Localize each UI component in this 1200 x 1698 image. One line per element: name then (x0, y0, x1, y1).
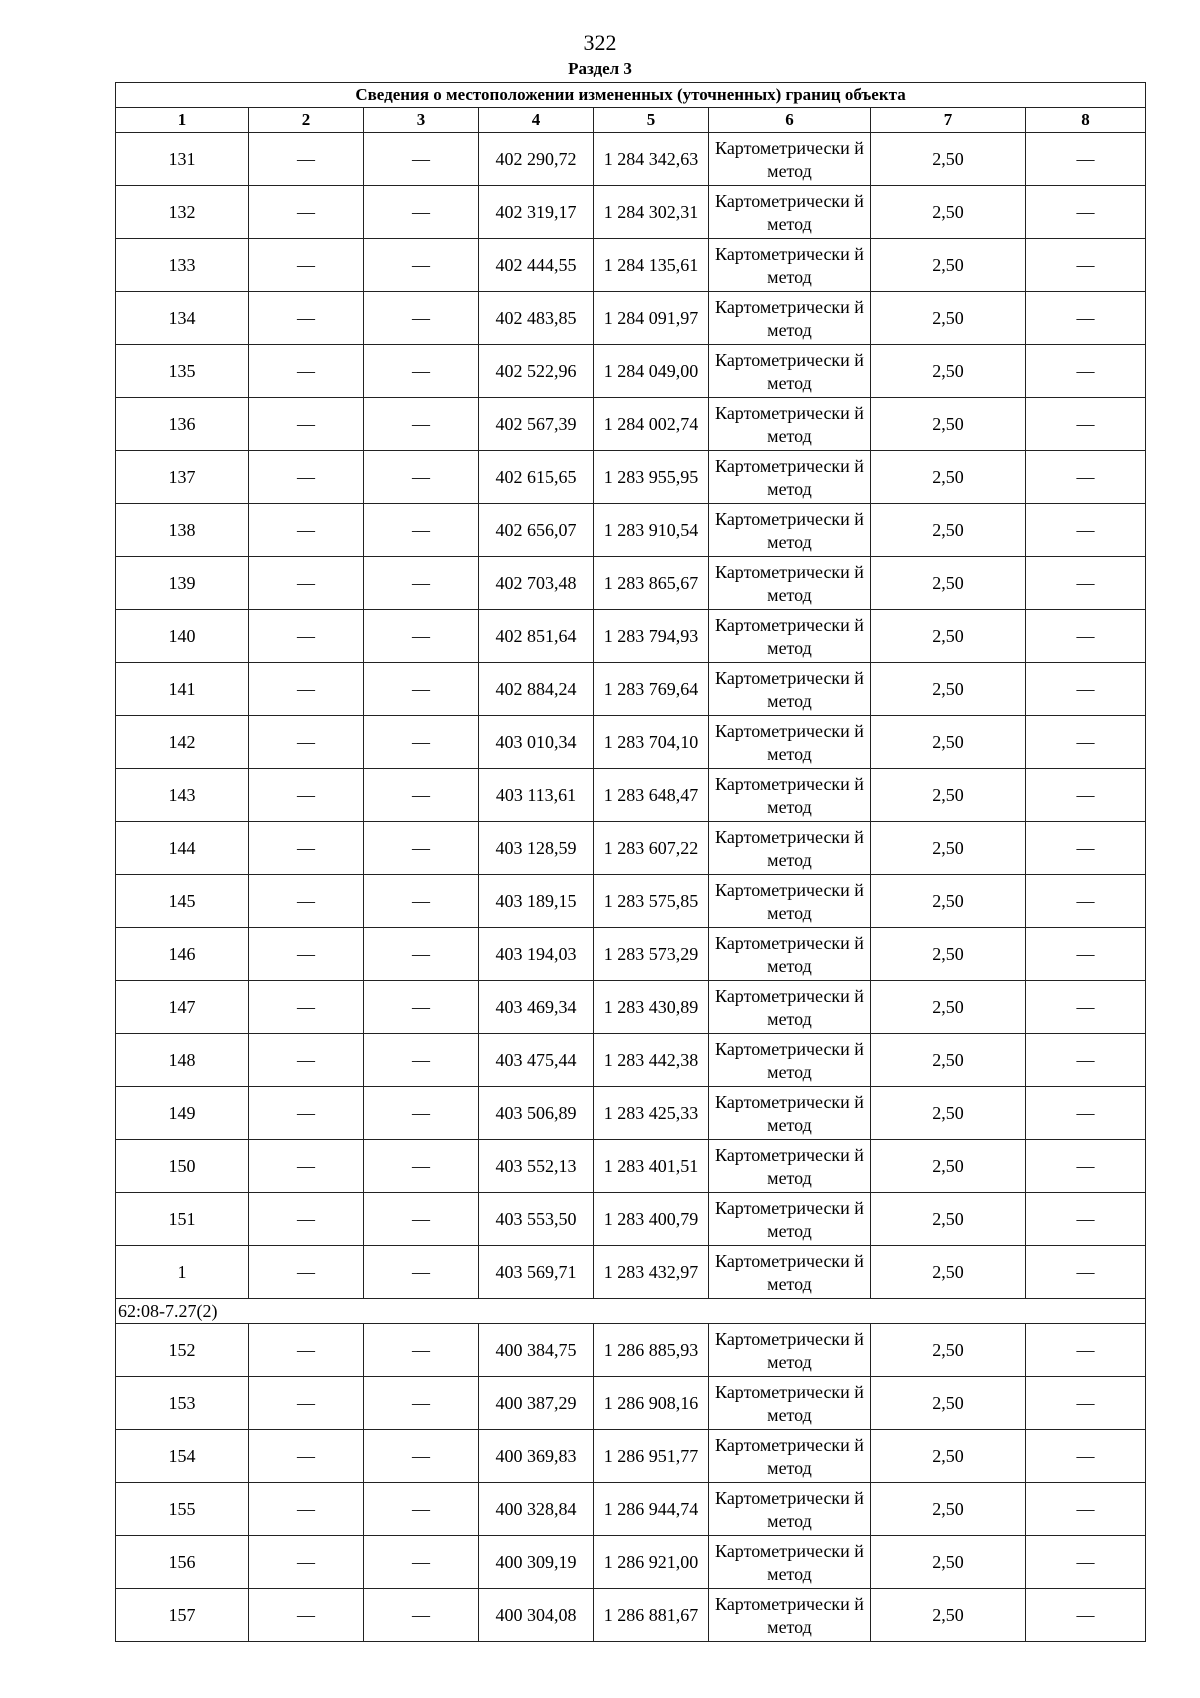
method: Картометрически й метод (709, 1034, 871, 1087)
cell-col3: — (364, 928, 479, 981)
cell-col2: — (249, 133, 364, 186)
accuracy: 2,50 (871, 398, 1026, 451)
cell-col2: — (249, 1377, 364, 1430)
table-row (116, 1034, 1146, 1087)
column-header: 7 (871, 108, 1026, 133)
cell-col8: — (1026, 1140, 1146, 1193)
coord-x: 402 444,55 (479, 239, 594, 292)
coord-y: 1 283 648,47 (594, 769, 709, 822)
coord-y: 1 283 865,67 (594, 557, 709, 610)
boundary-table (115, 82, 1146, 1642)
point-number: 147 (116, 981, 249, 1034)
table-row (116, 769, 1146, 822)
cell-col8: — (1026, 1430, 1146, 1483)
accuracy: 2,50 (871, 1589, 1026, 1642)
table-row (116, 1377, 1146, 1430)
cell-col2: — (249, 1246, 364, 1299)
point-number: 133 (116, 239, 249, 292)
cell-col3: — (364, 1536, 479, 1589)
method: Картометрически й метод (709, 610, 871, 663)
accuracy: 2,50 (871, 1140, 1026, 1193)
cell-col8: — (1026, 504, 1146, 557)
table-row (116, 1589, 1146, 1642)
method: Картометрически й метод (709, 1193, 871, 1246)
coord-x: 403 128,59 (479, 822, 594, 875)
point-number: 135 (116, 345, 249, 398)
table-row (116, 928, 1146, 981)
cell-col3: — (364, 557, 479, 610)
method: Картометрически й метод (709, 928, 871, 981)
cell-col8: — (1026, 1536, 1146, 1589)
point-number: 140 (116, 610, 249, 663)
cell-col2: — (249, 345, 364, 398)
cell-col8: — (1026, 875, 1146, 928)
coord-x: 402 522,96 (479, 345, 594, 398)
cell-col8: — (1026, 1377, 1146, 1430)
cell-col3: — (364, 1324, 479, 1377)
coord-x: 403 194,03 (479, 928, 594, 981)
method: Картометрически й метод (709, 1430, 871, 1483)
point-number: 151 (116, 1193, 249, 1246)
point-number: 136 (116, 398, 249, 451)
table-caption-row (116, 83, 1146, 108)
cell-col8: — (1026, 292, 1146, 345)
point-number: 148 (116, 1034, 249, 1087)
cell-col2: — (249, 610, 364, 663)
coord-x: 400 328,84 (479, 1483, 594, 1536)
coord-y: 1 283 430,89 (594, 981, 709, 1034)
table-row (116, 133, 1146, 186)
accuracy: 2,50 (871, 875, 1026, 928)
cell-col3: — (364, 186, 479, 239)
cell-col8: — (1026, 981, 1146, 1034)
cell-col8: — (1026, 239, 1146, 292)
method: Картометрически й метод (709, 1246, 871, 1299)
coord-y: 1 284 091,97 (594, 292, 709, 345)
coord-y: 1 283 442,38 (594, 1034, 709, 1087)
accuracy: 2,50 (871, 610, 1026, 663)
cell-col3: — (364, 292, 479, 345)
coord-y: 1 284 342,63 (594, 133, 709, 186)
cell-col3: — (364, 345, 479, 398)
point-number: 143 (116, 769, 249, 822)
method: Картометрически й метод (709, 1324, 871, 1377)
cell-col8: — (1026, 186, 1146, 239)
cell-col8: — (1026, 451, 1146, 504)
cell-col8: — (1026, 769, 1146, 822)
cell-col3: — (364, 1483, 479, 1536)
method: Картометрически й метод (709, 1589, 871, 1642)
cell-col2: — (249, 769, 364, 822)
point-number: 144 (116, 822, 249, 875)
cell-col8: — (1026, 1324, 1146, 1377)
cell-col8: — (1026, 1246, 1146, 1299)
coord-x: 402 851,64 (479, 610, 594, 663)
accuracy: 2,50 (871, 504, 1026, 557)
cell-col2: — (249, 716, 364, 769)
coord-y: 1 284 049,00 (594, 345, 709, 398)
cell-col8: — (1026, 1193, 1146, 1246)
table-row (116, 1246, 1146, 1299)
coord-x: 400 309,19 (479, 1536, 594, 1589)
coord-y: 1 286 881,67 (594, 1589, 709, 1642)
method: Картометрически й метод (709, 504, 871, 557)
cell-col3: — (364, 504, 479, 557)
point-number: 134 (116, 292, 249, 345)
point-number: 138 (116, 504, 249, 557)
point-number: 157 (116, 1589, 249, 1642)
table-row (116, 1140, 1146, 1193)
point-number: 146 (116, 928, 249, 981)
table-row (116, 398, 1146, 451)
cell-col8: — (1026, 345, 1146, 398)
coord-y: 1 283 425,33 (594, 1087, 709, 1140)
coord-y: 1 283 432,97 (594, 1246, 709, 1299)
coord-x: 403 475,44 (479, 1034, 594, 1087)
method: Картометрически й метод (709, 822, 871, 875)
cell-col3: — (364, 1430, 479, 1483)
method: Картометрически й метод (709, 663, 871, 716)
column-header: 2 (249, 108, 364, 133)
accuracy: 2,50 (871, 822, 1026, 875)
table-row (116, 610, 1146, 663)
method: Картометрически й метод (709, 1536, 871, 1589)
cell-col3: — (364, 875, 479, 928)
cell-col3: — (364, 1193, 479, 1246)
coord-x: 403 469,34 (479, 981, 594, 1034)
accuracy: 2,50 (871, 928, 1026, 981)
accuracy: 2,50 (871, 1324, 1026, 1377)
accuracy: 2,50 (871, 1536, 1026, 1589)
table-row (116, 345, 1146, 398)
coord-x: 402 319,17 (479, 186, 594, 239)
cell-col3: — (364, 1377, 479, 1430)
section-title: Раздел 3 (568, 59, 632, 78)
method: Картометрически й метод (709, 557, 871, 610)
cell-col2: — (249, 451, 364, 504)
coord-x: 403 189,15 (479, 875, 594, 928)
cell-col3: — (364, 239, 479, 292)
cell-col8: — (1026, 398, 1146, 451)
cell-col8: — (1026, 1483, 1146, 1536)
cell-col3: — (364, 716, 479, 769)
point-number: 1 (116, 1246, 249, 1299)
cell-col2: — (249, 981, 364, 1034)
group-row (116, 1299, 1146, 1324)
accuracy: 2,50 (871, 1483, 1026, 1536)
cell-col3: — (364, 1589, 479, 1642)
column-header: 5 (594, 108, 709, 133)
coord-y: 1 283 401,51 (594, 1140, 709, 1193)
table-row (116, 1483, 1146, 1536)
cell-col2: — (249, 186, 364, 239)
coord-x: 403 569,71 (479, 1246, 594, 1299)
point-number: 155 (116, 1483, 249, 1536)
point-number: 153 (116, 1377, 249, 1430)
coord-x: 400 387,29 (479, 1377, 594, 1430)
cell-col2: — (249, 398, 364, 451)
accuracy: 2,50 (871, 1034, 1026, 1087)
point-number: 131 (116, 133, 249, 186)
method: Картометрически й метод (709, 186, 871, 239)
method: Картометрически й метод (709, 1377, 871, 1430)
coord-y: 1 283 400,79 (594, 1193, 709, 1246)
cell-col2: — (249, 1087, 364, 1140)
table-row (116, 451, 1146, 504)
table-row (116, 1536, 1146, 1589)
column-header: 1 (116, 108, 249, 133)
accuracy: 2,50 (871, 1430, 1026, 1483)
coord-y: 1 283 575,85 (594, 875, 709, 928)
cell-col3: — (364, 1140, 479, 1193)
table-row (116, 663, 1146, 716)
accuracy: 2,50 (871, 239, 1026, 292)
coord-x: 400 369,83 (479, 1430, 594, 1483)
point-number: 154 (116, 1430, 249, 1483)
coord-x: 402 483,85 (479, 292, 594, 345)
cell-col8: — (1026, 716, 1146, 769)
coord-y: 1 283 573,29 (594, 928, 709, 981)
coord-x: 402 656,07 (479, 504, 594, 557)
cell-col8: — (1026, 133, 1146, 186)
method: Картометрически й метод (709, 981, 871, 1034)
coord-y: 1 283 955,95 (594, 451, 709, 504)
cell-col2: — (249, 1193, 364, 1246)
cell-col3: — (364, 451, 479, 504)
cell-col8: — (1026, 663, 1146, 716)
cell-col3: — (364, 610, 479, 663)
coord-x: 402 290,72 (479, 133, 594, 186)
cell-col8: — (1026, 1034, 1146, 1087)
coord-x: 403 552,13 (479, 1140, 594, 1193)
coord-x: 403 010,34 (479, 716, 594, 769)
cell-col2: — (249, 239, 364, 292)
coord-y: 1 286 951,77 (594, 1430, 709, 1483)
coord-y: 1 283 794,93 (594, 610, 709, 663)
method: Картометрически й метод (709, 133, 871, 186)
coord-y: 1 283 704,10 (594, 716, 709, 769)
cell-col8: — (1026, 610, 1146, 663)
page-number: 322 (583, 30, 617, 55)
cell-col2: — (249, 822, 364, 875)
cell-col2: — (249, 928, 364, 981)
cell-col3: — (364, 981, 479, 1034)
coord-x: 402 567,39 (479, 398, 594, 451)
cell-col8: — (1026, 557, 1146, 610)
method: Картометрически й метод (709, 1087, 871, 1140)
point-number: 149 (116, 1087, 249, 1140)
coord-x: 403 553,50 (479, 1193, 594, 1246)
group-label: 62:08-7.27(2) (116, 1299, 1146, 1324)
cell-col3: — (364, 822, 479, 875)
method: Картометрически й метод (709, 292, 871, 345)
cell-col2: — (249, 875, 364, 928)
table-row (116, 186, 1146, 239)
table-row (116, 1324, 1146, 1377)
accuracy: 2,50 (871, 1377, 1026, 1430)
method: Картометрически й метод (709, 716, 871, 769)
point-number: 156 (116, 1536, 249, 1589)
accuracy: 2,50 (871, 663, 1026, 716)
method: Картометрически й метод (709, 345, 871, 398)
column-header: 4 (479, 108, 594, 133)
cell-col2: — (249, 292, 364, 345)
coord-y: 1 283 910,54 (594, 504, 709, 557)
method: Картометрически й метод (709, 769, 871, 822)
cell-col2: — (249, 1034, 364, 1087)
accuracy: 2,50 (871, 981, 1026, 1034)
table-row (116, 1430, 1146, 1483)
cell-col3: — (364, 769, 479, 822)
cell-col3: — (364, 1087, 479, 1140)
coord-x: 402 615,65 (479, 451, 594, 504)
cell-col2: — (249, 1483, 364, 1536)
cell-col2: — (249, 663, 364, 716)
table-row (116, 981, 1146, 1034)
coord-y: 1 284 135,61 (594, 239, 709, 292)
cell-col8: — (1026, 1589, 1146, 1642)
table-caption: Сведения о местоположении измененных (уточненных) границ объекта (116, 83, 1146, 108)
cell-col8: — (1026, 1087, 1146, 1140)
table-row (116, 239, 1146, 292)
cell-col2: — (249, 504, 364, 557)
table-row (116, 716, 1146, 769)
method: Картометрически й метод (709, 1140, 871, 1193)
accuracy: 2,50 (871, 716, 1026, 769)
cell-col2: — (249, 1536, 364, 1589)
coord-x: 402 884,24 (479, 663, 594, 716)
accuracy: 2,50 (871, 1246, 1026, 1299)
accuracy: 2,50 (871, 1193, 1026, 1246)
coord-y: 1 286 908,16 (594, 1377, 709, 1430)
cell-col3: — (364, 1246, 479, 1299)
point-number: 142 (116, 716, 249, 769)
cell-col2: — (249, 557, 364, 610)
accuracy: 2,50 (871, 451, 1026, 504)
table-row (116, 1087, 1146, 1140)
point-number: 137 (116, 451, 249, 504)
coord-y: 1 284 302,31 (594, 186, 709, 239)
accuracy: 2,50 (871, 769, 1026, 822)
coord-y: 1 286 921,00 (594, 1536, 709, 1589)
cell-col8: — (1026, 928, 1146, 981)
table-row (116, 822, 1146, 875)
coord-x: 403 113,61 (479, 769, 594, 822)
cell-col3: — (364, 398, 479, 451)
coord-y: 1 284 002,74 (594, 398, 709, 451)
method: Картометрически й метод (709, 1483, 871, 1536)
cell-col3: — (364, 663, 479, 716)
accuracy: 2,50 (871, 1087, 1026, 1140)
accuracy: 2,50 (871, 292, 1026, 345)
accuracy: 2,50 (871, 186, 1026, 239)
column-header-row (116, 108, 1146, 133)
column-header: 6 (709, 108, 871, 133)
coord-y: 1 286 944,74 (594, 1483, 709, 1536)
table-row (116, 557, 1146, 610)
coord-x: 402 703,48 (479, 557, 594, 610)
cell-col2: — (249, 1589, 364, 1642)
cell-col3: — (364, 133, 479, 186)
coord-y: 1 286 885,93 (594, 1324, 709, 1377)
column-header: 3 (364, 108, 479, 133)
cell-col3: — (364, 1034, 479, 1087)
method: Картометрически й метод (709, 239, 871, 292)
point-number: 145 (116, 875, 249, 928)
table-row (116, 1193, 1146, 1246)
accuracy: 2,50 (871, 133, 1026, 186)
table-row (116, 875, 1146, 928)
point-number: 141 (116, 663, 249, 716)
cell-col8: — (1026, 822, 1146, 875)
method: Картометрически й метод (709, 451, 871, 504)
table-row (116, 292, 1146, 345)
coord-y: 1 283 607,22 (594, 822, 709, 875)
method: Картометрически й метод (709, 398, 871, 451)
column-header: 8 (1026, 108, 1146, 133)
coord-x: 400 384,75 (479, 1324, 594, 1377)
cell-col2: — (249, 1324, 364, 1377)
accuracy: 2,50 (871, 557, 1026, 610)
cell-col2: — (249, 1430, 364, 1483)
coord-y: 1 283 769,64 (594, 663, 709, 716)
point-number: 132 (116, 186, 249, 239)
coord-x: 403 506,89 (479, 1087, 594, 1140)
accuracy: 2,50 (871, 345, 1026, 398)
point-number: 152 (116, 1324, 249, 1377)
cell-col2: — (249, 1140, 364, 1193)
method: Картометрически й метод (709, 875, 871, 928)
table-row (116, 504, 1146, 557)
coord-x: 400 304,08 (479, 1589, 594, 1642)
point-number: 150 (116, 1140, 249, 1193)
point-number: 139 (116, 557, 249, 610)
